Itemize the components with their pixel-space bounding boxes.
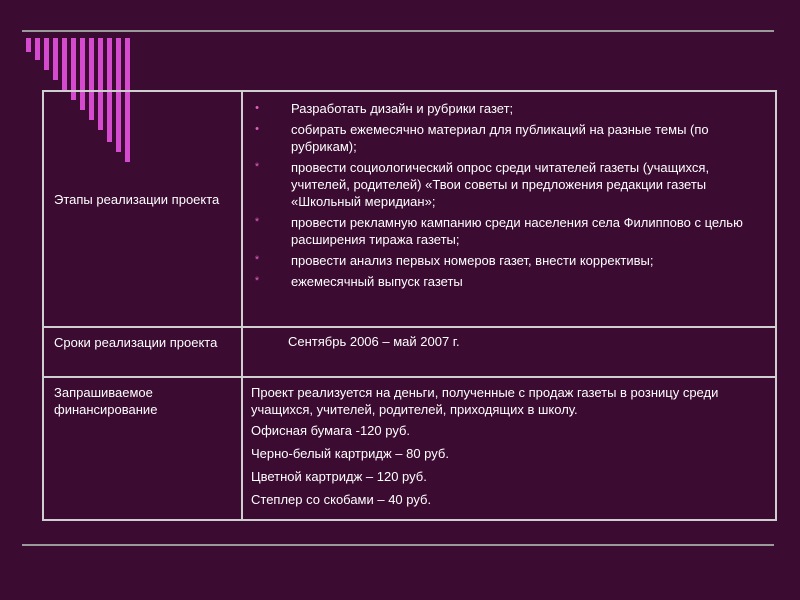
stripe <box>35 38 40 60</box>
list-item-text: собирать ежемесячно материал для публикаций на разные темы (по рубрикам); <box>291 122 709 154</box>
funding-content-cell <box>242 377 776 520</box>
cost-item: Цветной картридж – 120 руб. <box>251 469 427 484</box>
bullet-marker: • <box>255 102 259 114</box>
stages-label-cell <box>43 91 242 327</box>
period-content-cell <box>242 327 776 377</box>
list-item-text: провести рекламную кампанию среди населения села Филиппово с целью расширения тиража газеты; <box>291 215 743 247</box>
list-item <box>251 214 745 248</box>
list-item <box>251 121 745 155</box>
stripe <box>26 38 31 52</box>
list-item-text: Разработать дизайн и рубрики газет; <box>291 101 514 116</box>
funding-label: Запрашиваемое финансирование <box>54 385 158 417</box>
period-label: Сроки реализации проекта <box>54 335 218 350</box>
project-table <box>42 90 777 521</box>
stages-label: Этапы реализации проекта <box>54 191 220 207</box>
list-item <box>251 273 745 290</box>
bullet-marker: * <box>254 254 260 266</box>
cost-item: Офисная бумага -120 руб. <box>251 423 411 438</box>
stages-list <box>243 92 775 290</box>
period-value: Сентябрь 2006 – май 2007 г. <box>288 334 460 349</box>
stages-content-cell <box>242 91 776 327</box>
list-item-text: провести социологический опрос среди читателей газеты (учащихся, учителей, родителей) «Твои советы и предложения редакции газеты «Школьный меридиан»; <box>291 160 710 209</box>
bullet-marker: * <box>254 161 260 173</box>
list-item <box>251 159 745 210</box>
stripe <box>62 38 67 90</box>
list-item <box>251 252 745 269</box>
funding-intro: Проект реализуется на деньги, полученные с продаж газеты в розницу среди учащихся, учителей, родителей, приходящих в школу. <box>251 385 719 417</box>
funding-details <box>243 378 775 508</box>
table-row-period <box>43 327 776 377</box>
table-row-stages <box>43 91 776 327</box>
bullet-marker: * <box>254 275 260 287</box>
funding-label-cell <box>43 377 242 520</box>
list-item <box>251 100 745 117</box>
bottom-rule <box>22 544 774 546</box>
list-item-text: ежемесячный выпуск газеты <box>291 274 463 289</box>
bullet-marker: • <box>255 123 259 135</box>
cost-item: Черно-белый картридж – 80 руб. <box>251 446 449 461</box>
bullet-marker: * <box>254 216 260 228</box>
period-label-cell <box>43 327 242 377</box>
stripe <box>53 38 58 80</box>
list-item-text: провести анализ первых номеров газет, внести коррективы; <box>291 253 654 268</box>
cost-item: Степлер со скобами – 40 руб. <box>251 492 432 507</box>
table-row-funding <box>43 377 776 520</box>
stripe <box>44 38 49 70</box>
